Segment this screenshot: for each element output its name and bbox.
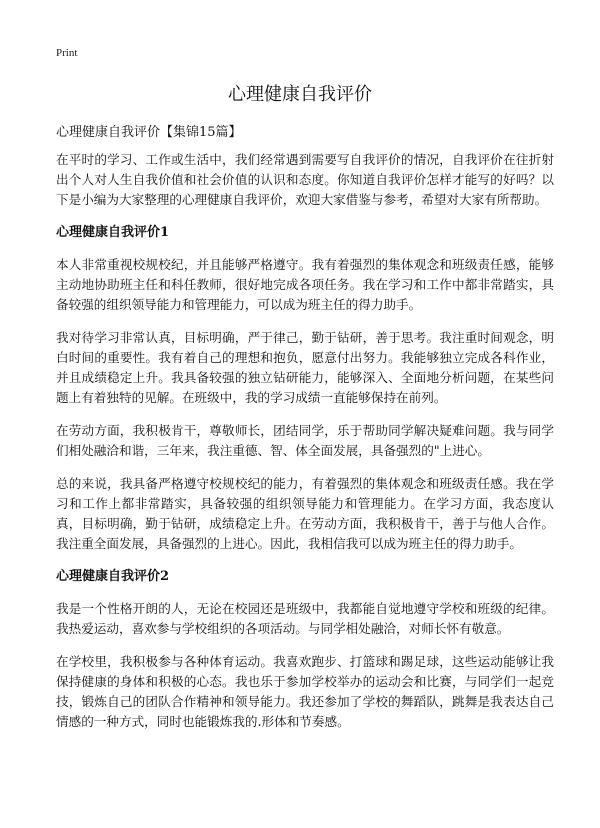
section-2-paragraph-2: 在学校里，我积极参与各种体育运动。我喜欢跑步、打篮球和踢足球，这些运动能够让我保持健康的身体和积极的心态。我也乐于参加学校举办的运动会和比赛，与同学们一起竞技，锻炼自己的团队合作精神和领导能力。我还参加了学校的舞蹈队，跳舞是我表达自己情感的一种方式，同时也能锻炼我的.形体和节奏感。 xyxy=(56,654,554,729)
section-1-paragraph-3: 在劳动方面，我积极肯干，尊敬师长，团结同学，乐于帮助同学解决疑难问题。我与同学们相处融洽和谐，三年来，我注重德、智、体全面发展，具备强烈的"上进心。 xyxy=(56,423,554,458)
section-2-paragraph-1: 我是一个性格开朗的人，无论在校园还是班级中，我都能自觉地遵守学校和班级的纪律。我热爱运动，喜欢参与学校组织的各项活动。与同学相处融洽，对师长怀有敬意。 xyxy=(56,601,554,636)
section-1-paragraph-4: 总的来说，我具备严格遵守校规校纪的能力，有着强烈的集体观念和班级责任感。我在学习和工作上都非常踏实，具备较强的组织领导能力和管理能力。在学习方面，我态度认真，目标明确，勤于钻研，成绩稳定上升。在劳动方面，我积极肯干，善于与他人合作。我注重全面发展，具备强烈的上进心。因此，我相信我可以成为班主任的得力助手。 xyxy=(56,476,554,551)
document-title: 心理健康自我评价 xyxy=(228,84,372,105)
section-1-paragraph-2: 我对待学习非常认真，目标明确，严于律己，勤于钻研，善于思考。我注重时间观念，明白时间的重要性。我有着自己的理想和抱负，愿意付出努力。我能够独立完成各科作业，并且成绩稳定上升。我具备较强的独立钻研能力，能够深入、全面地分析问题，在某些问题上有着独特的见解。在班级中，我的学习成绩一直能够保持在前列。 xyxy=(56,330,554,405)
document-body xyxy=(56,150,554,745)
section-heading-1: 心理健康自我评价1 xyxy=(56,225,170,240)
section-heading-2: 心理健康自我评价2 xyxy=(56,569,170,584)
section-1-paragraph-1: 本人非常重视校规校纪，并且能够严格遵守。我有着强烈的集体观念和班级责任感，能够主动地协助班主任和科任教师，很好地完成各项任务。我在学习和工作中都非常踏实，具备较强的组织领导能力和管理能力，可以成为班主任的得力助手。 xyxy=(56,257,554,312)
intro-paragraph: 在平时的学习、工作或生活中，我们经常遇到需要写自我评价的情况，自我评价在往折射出个人对人生自我价值和社会价值的认识和态度。你知道自我评价怎样才能写的好吗？以下是小编为大家整理的心理健康自我评价，欢迎大家借鉴与参考，希望对大家有所帮助。 xyxy=(56,152,554,207)
document-subtitle: 心理健康自我评价【集锦15篇】 xyxy=(56,125,242,140)
print-link[interactable]: Print xyxy=(56,47,78,59)
